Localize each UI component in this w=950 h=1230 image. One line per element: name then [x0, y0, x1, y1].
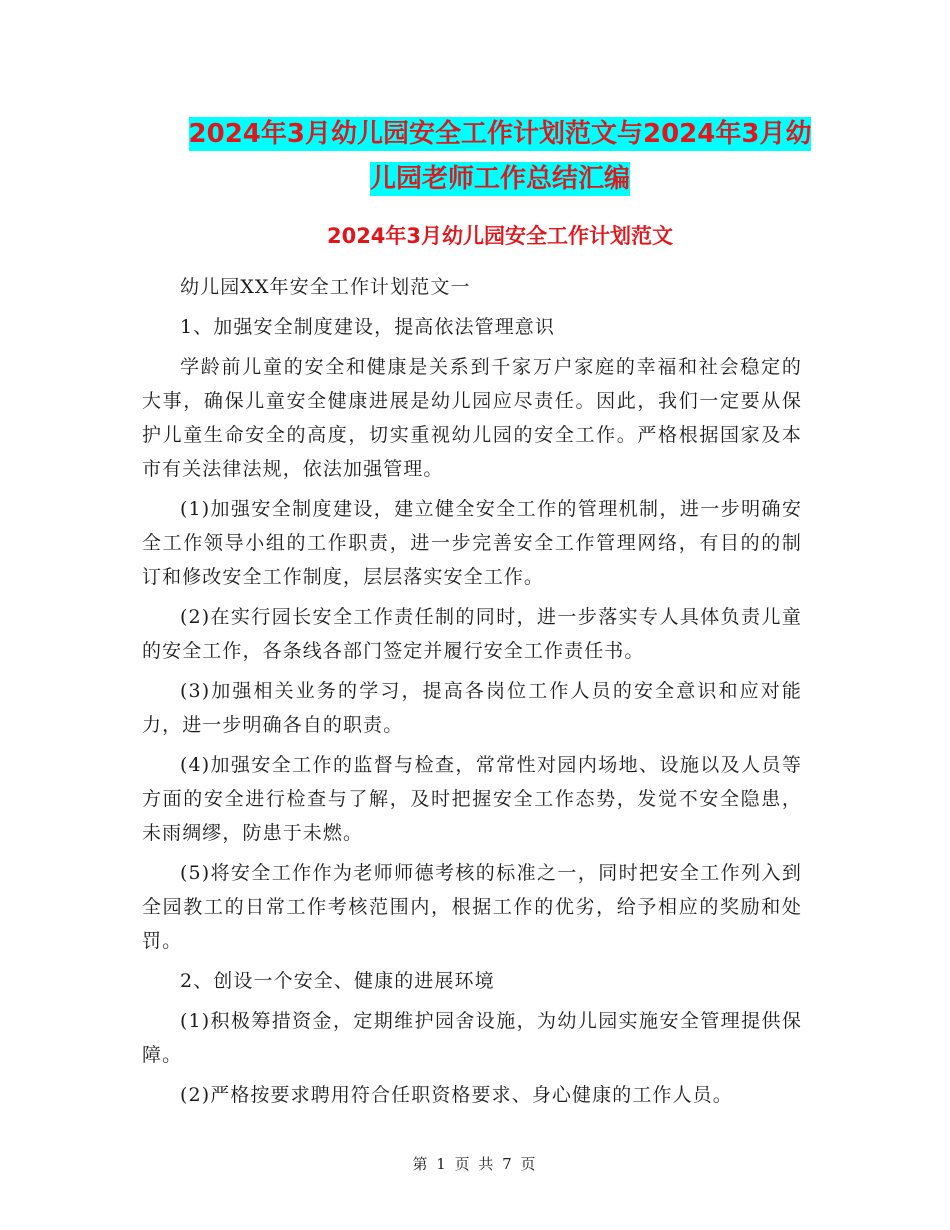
title-line-1: 2024年3月幼儿园安全工作计划范文与2024年3月幼: [188, 119, 812, 149]
document-title: [140, 112, 860, 202]
paragraph-9: 2、创设一个安全、健康的进展环境: [180, 970, 495, 992]
section-title: 2024年3月幼儿园安全工作计划范文: [326, 224, 674, 248]
paragraph-3: 学龄前儿童的安全和健康是关系到千家万户家庭的幸福和社会稳定的大事，确保儿童安全健康进展是幼儿园应尽责任。因此，我们一定要从保护儿童生命安全的高度，切实重视幼儿园的安全工作。严格根据国家及本市有关法律法规，依法加强管理。: [142, 356, 802, 480]
paragraph-11: (2)严格按要求聘用符合任职资格要求、身心健康的工作人员。: [180, 1084, 733, 1106]
document-body: [142, 270, 802, 1118]
paragraph-4: (1)加强安全制度建设，建立健全安全工作的管理机制，进一步明确安全工作领导小组的工作职责，进一步完善安全工作管理网络，有目的的制订和修改安全工作制度，层层落实安全工作。: [142, 498, 802, 588]
paragraph-5: (2)在实行园长安全工作责任制的同时，进一步落实专人具体负责儿童的安全工作，各条线各部门签定并履行安全工作责任书。: [142, 606, 802, 662]
title-line-2: 儿园老师工作总结汇编: [369, 164, 630, 194]
paragraph-2: 1、加强安全制度建设，提高依法管理意识: [180, 316, 555, 338]
paragraph-7: (4)加强安全工作的监督与检查，常常性对园内场地、设施以及人员等方面的安全进行检查与了解，及时把握安全工作态势，发觉不安全隐患，未雨绸缪，防患于未燃。: [142, 754, 802, 844]
paragraph-1: 幼儿园XX年安全工作计划范文一: [180, 276, 471, 298]
paragraph-10: (1)积极筹措资金，定期维护园舍设施，为幼儿园实施安全管理提供保障。: [142, 1010, 802, 1066]
paragraph-8: (5)将安全工作作为老师师德考核的标准之一，同时把安全工作列入到全园教工的日常工作考核范围内，根据工作的优劣，给予相应的奖励和处罚。: [142, 862, 802, 952]
paragraph-6: (3)加强相关业务的学习，提高各岗位工作人员的安全意识和应对能力，进一步明确各自的职责。: [142, 680, 802, 736]
page-number: 第 1 页 共 7 页: [412, 1155, 538, 1173]
